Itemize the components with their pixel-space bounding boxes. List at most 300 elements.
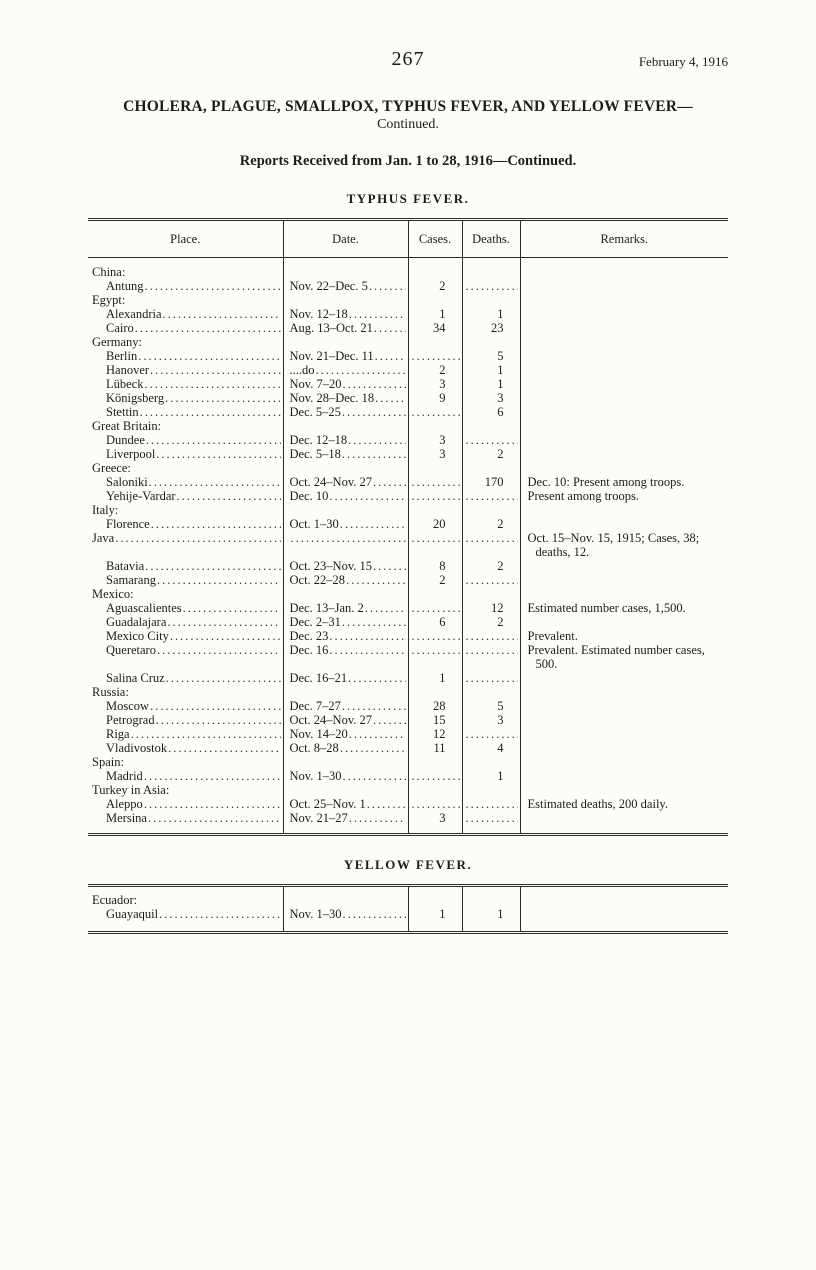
cases-cell: [408, 293, 462, 307]
deaths-cell: [462, 349, 520, 363]
cell-text: Liverpool: [106, 447, 156, 461]
cell-text: Oct. 24–Nov. 27: [289, 475, 373, 489]
cell-text: Estimated number cases, 1,500.: [527, 601, 686, 615]
remarks-cell: [520, 699, 728, 713]
remarks-cell: [520, 783, 728, 797]
cell-text: Mexico City: [106, 629, 169, 643]
cell-text: 1: [439, 671, 446, 685]
country-group-row: [88, 419, 728, 433]
cell-text: Nov. 22–Dec. 5: [289, 279, 368, 293]
place-cell: [88, 391, 283, 405]
place-data-row: [88, 769, 728, 783]
place-cell: [88, 503, 283, 517]
date-cell: [283, 671, 408, 685]
deaths-cell: [462, 685, 520, 699]
remarks-cell: [520, 503, 728, 517]
deaths-cell: [462, 321, 520, 335]
cell-text: Oct. 15–Nov. 15, 1915; Cases, 38; deaths, 12.: [527, 531, 700, 559]
place-cell: [88, 447, 283, 461]
cell-text: Great Britain:: [92, 419, 162, 433]
place-cell: [88, 475, 283, 489]
place-cell: [88, 258, 283, 280]
cases-cell: [408, 517, 462, 531]
deaths-cell: [462, 363, 520, 377]
cases-cell: [408, 755, 462, 769]
cases-cell: [408, 769, 462, 783]
cases-cell: [408, 475, 462, 489]
date-cell: [283, 797, 408, 811]
cases-cell: [408, 258, 462, 280]
cases-cell: [408, 797, 462, 811]
deaths-cell: [462, 279, 520, 293]
deaths-cell: [462, 769, 520, 783]
deaths-cell: [462, 419, 520, 433]
country-group-row: [88, 685, 728, 699]
date-cell: [283, 419, 408, 433]
place-cell: [88, 797, 283, 811]
deaths-cell: [462, 907, 520, 933]
remarks-cell: [520, 811, 728, 835]
date-cell: [283, 559, 408, 573]
deaths-cell: [462, 587, 520, 601]
place-cell: [88, 685, 283, 699]
cases-cell: [408, 447, 462, 461]
date-cell: [283, 727, 408, 741]
cell-text: Russia:: [92, 685, 129, 699]
cell-text: Dec. 5–25: [289, 405, 341, 419]
cell-text: Estimated deaths, 200 daily.: [527, 797, 668, 811]
place-cell: [88, 886, 283, 908]
deaths-cell: [462, 811, 520, 835]
country-group-row: [88, 783, 728, 797]
remarks-cell: [520, 741, 728, 755]
cell-text: Dec. 13–Jan. 2: [289, 601, 364, 615]
remarks-cell: [520, 335, 728, 349]
date-cell: [283, 531, 408, 559]
cell-text: 2: [497, 615, 504, 629]
column-header-place: Place.: [88, 220, 283, 258]
cell-text: 2: [497, 517, 504, 531]
place-data-row: [88, 307, 728, 321]
cell-text: 23: [491, 321, 504, 335]
cases-cell: [408, 531, 462, 559]
remarks-cell: [520, 643, 728, 671]
place-cell: [88, 741, 283, 755]
date-cell: [283, 601, 408, 615]
document-title: CHOLERA, PLAGUE, SMALLPOX, TYPHUS FEVER, AND YELLOW FEVER—: [123, 98, 693, 115]
remarks-cell: [520, 349, 728, 363]
cell-text: Guadalajara: [106, 615, 167, 629]
cell-text: 3: [439, 377, 446, 391]
remarks-cell: [520, 601, 728, 615]
place-cell: [88, 517, 283, 531]
place-data-row: [88, 377, 728, 391]
deaths-cell: [462, 517, 520, 531]
cases-cell: [408, 503, 462, 517]
cases-cell: [408, 587, 462, 601]
deaths-cell: [462, 489, 520, 503]
cases-cell: [408, 685, 462, 699]
cell-text: Königsberg: [106, 391, 165, 405]
remarks-cell: [520, 377, 728, 391]
date-cell: [283, 461, 408, 475]
remarks-cell: [520, 279, 728, 293]
cell-text: Oct. 8–28: [289, 741, 339, 755]
deaths-cell: [462, 335, 520, 349]
place-data-row: [88, 405, 728, 419]
remarks-cell: [520, 391, 728, 405]
cell-text: 170: [484, 475, 504, 489]
place-cell: [88, 587, 283, 601]
date-cell: [283, 615, 408, 629]
place-data-row: [88, 559, 728, 573]
cell-text: Samarang: [106, 573, 156, 587]
cell-text: Mexico:: [92, 587, 134, 601]
cell-text: 1: [497, 377, 504, 391]
cell-text: Stettin: [106, 405, 139, 419]
page-header: [88, 48, 728, 74]
cases-cell: [408, 713, 462, 727]
cell-text: 5: [497, 349, 504, 363]
deaths-cell: [462, 783, 520, 797]
cell-text: Ecuador:: [92, 893, 138, 907]
place-data-row: [88, 671, 728, 685]
cell-text: Prevalent. Estimated number cases, 500.: [527, 643, 705, 671]
date-cell: [283, 755, 408, 769]
deaths-cell: [462, 615, 520, 629]
cell-text: Dundee: [106, 433, 145, 447]
cases-cell: [408, 419, 462, 433]
cell-text: Dec. 23: [289, 629, 329, 643]
date-cell: [283, 363, 408, 377]
cell-text: Nov. 1–30: [289, 907, 342, 921]
cell-text: Dec. 10: [289, 489, 329, 503]
place-data-row: [88, 531, 728, 559]
date-cell: [283, 489, 408, 503]
cases-cell: [408, 643, 462, 671]
deaths-cell: [462, 886, 520, 908]
cell-text: Petrograd: [106, 713, 155, 727]
cell-text: Lübeck: [106, 377, 144, 391]
deaths-cell: [462, 307, 520, 321]
cell-text: Aguascalientes: [106, 601, 182, 615]
cases-cell: [408, 559, 462, 573]
cell-text: Saloniki: [106, 475, 148, 489]
cell-text: 8: [439, 559, 446, 573]
cell-text: ....do: [289, 363, 315, 377]
date-cell: [283, 685, 408, 699]
place-cell: [88, 307, 283, 321]
cell-text: Nov. 21–27: [289, 811, 348, 825]
place-data-row: [88, 699, 728, 713]
cell-text: 34: [433, 321, 446, 335]
cell-text: Dec. 12–18: [289, 433, 348, 447]
remarks-cell: [520, 587, 728, 601]
deaths-cell: [462, 531, 520, 559]
place-cell: [88, 601, 283, 615]
cell-text: Berlin: [106, 349, 138, 363]
place-cell: [88, 713, 283, 727]
cell-text: 1: [497, 769, 504, 783]
cell-text: Egypt:: [92, 293, 126, 307]
cell-text: Cairo: [106, 321, 134, 335]
cases-cell: [408, 699, 462, 713]
place-data-row: [88, 433, 728, 447]
cell-text: Moscow: [106, 699, 150, 713]
cell-text: 4: [497, 741, 504, 755]
cases-cell: [408, 335, 462, 349]
yellow-fever-table: [88, 884, 728, 934]
place-data-row: [88, 321, 728, 335]
cell-text: 15: [433, 713, 446, 727]
cell-text: 3: [497, 713, 504, 727]
cell-text: Guayaquil: [106, 907, 159, 921]
place-data-row: [88, 363, 728, 377]
place-data-row: [88, 279, 728, 293]
date-cell: [283, 503, 408, 517]
place-cell: [88, 629, 283, 643]
cell-text: Batavia: [106, 559, 145, 573]
cell-text: Dec. 7–27: [289, 699, 341, 713]
date-cell: [283, 307, 408, 321]
cell-text: 1: [497, 307, 504, 321]
cell-text: Vladivostok: [106, 741, 168, 755]
cell-text: 12: [433, 727, 446, 741]
typhus-fever-table: [88, 218, 728, 836]
cell-text: Prevalent.: [527, 629, 578, 643]
place-cell: [88, 349, 283, 363]
typhus-section-heading: TYPHUS FEVER.: [346, 191, 470, 206]
deaths-cell: [462, 741, 520, 755]
cell-text: 2: [497, 447, 504, 461]
cell-text: 6: [439, 615, 446, 629]
country-group-row: [88, 755, 728, 769]
date-cell: [283, 335, 408, 349]
remarks-cell: [520, 629, 728, 643]
remarks-cell: [520, 559, 728, 573]
date-cell: [283, 405, 408, 419]
place-data-row: [88, 727, 728, 741]
column-header-deaths: Deaths.: [462, 220, 520, 258]
cases-cell: [408, 811, 462, 835]
date-cell: [283, 587, 408, 601]
cell-text: Salina Cruz: [106, 671, 165, 685]
cell-text: 1: [439, 307, 446, 321]
date-cell: [283, 713, 408, 727]
place-data-row: [88, 811, 728, 835]
place-data-row: [88, 517, 728, 531]
cell-text: 1: [497, 907, 504, 921]
date-cell: [283, 629, 408, 643]
deaths-cell: [462, 671, 520, 685]
remarks-cell: [520, 447, 728, 461]
cell-text: 3: [497, 391, 504, 405]
cell-text: Hanover: [106, 363, 150, 377]
cell-text: 9: [439, 391, 446, 405]
cell-text: Present among troops.: [527, 489, 639, 503]
country-group-row: [88, 335, 728, 349]
cell-text: 12: [491, 601, 504, 615]
cell-text: Yehije-Vardar: [106, 489, 176, 503]
cases-cell: [408, 783, 462, 797]
cell-text: Nov. 14–20: [289, 727, 348, 741]
cell-text: 2: [439, 573, 446, 587]
place-data-row: [88, 391, 728, 405]
place-cell: [88, 461, 283, 475]
place-data-row: [88, 349, 728, 363]
remarks-cell: [520, 713, 728, 727]
deaths-cell: [462, 447, 520, 461]
cell-text: 1: [497, 363, 504, 377]
date-cell: [283, 321, 408, 335]
cell-text: 11: [433, 741, 446, 755]
cell-text: 3: [439, 447, 446, 461]
place-cell: [88, 811, 283, 835]
cell-text: 5: [497, 699, 504, 713]
place-cell: [88, 531, 283, 559]
cases-cell: [408, 405, 462, 419]
date-cell: [283, 293, 408, 307]
typhus-table-header-row: [88, 220, 728, 258]
page-number: 267: [391, 48, 425, 70]
cases-cell: [408, 601, 462, 615]
cell-text: Oct. 1–30: [289, 517, 339, 531]
place-cell: [88, 433, 283, 447]
cases-cell: [408, 307, 462, 321]
remarks-cell: [520, 307, 728, 321]
date-cell: [283, 783, 408, 797]
deaths-cell: [462, 503, 520, 517]
cell-text: Antung: [106, 279, 144, 293]
deaths-cell: [462, 755, 520, 769]
cases-cell: [408, 573, 462, 587]
place-cell: [88, 769, 283, 783]
cell-text: Nov. 12–18: [289, 307, 348, 321]
place-cell: [88, 321, 283, 335]
remarks-cell: [520, 755, 728, 769]
place-cell: [88, 405, 283, 419]
cell-text: Oct. 22–28: [289, 573, 346, 587]
cell-text: Riga: [106, 727, 130, 741]
place-cell: [88, 489, 283, 503]
cases-cell: [408, 727, 462, 741]
cell-text: Oct. 24–Nov. 27: [289, 713, 373, 727]
cases-cell: [408, 489, 462, 503]
date-cell: [283, 447, 408, 461]
cell-text: Oct. 23–Nov. 15: [289, 559, 373, 573]
remarks-cell: [520, 797, 728, 811]
deaths-cell: [462, 699, 520, 713]
place-cell: [88, 293, 283, 307]
cell-text: Alexandria: [106, 307, 162, 321]
remarks-cell: [520, 886, 728, 908]
cell-text: Dec. 2–31: [289, 615, 341, 629]
typhus-table-body: [88, 258, 728, 835]
date-cell: [283, 769, 408, 783]
remarks-cell: [520, 573, 728, 587]
cases-cell: [408, 741, 462, 755]
cell-text: Dec. 16: [289, 643, 329, 657]
date-cell: [283, 279, 408, 293]
cell-text: 6: [497, 405, 504, 419]
column-header-remarks: Remarks.: [520, 220, 728, 258]
deaths-cell: [462, 643, 520, 671]
cell-text: Dec. 10: Present among troops.: [527, 475, 685, 489]
cell-text: Dec. 16–21: [289, 671, 348, 685]
place-cell: [88, 279, 283, 293]
cell-text: Turkey in Asia:: [92, 783, 170, 797]
cell-text: Nov. 21–Dec. 11: [289, 349, 374, 363]
place-data-row: [88, 573, 728, 587]
place-cell: [88, 377, 283, 391]
remarks-cell: [520, 475, 728, 489]
cell-text: Germany:: [92, 335, 142, 349]
remarks-cell: [520, 321, 728, 335]
deaths-cell: [462, 433, 520, 447]
country-group-row: [88, 461, 728, 475]
place-data-row: [88, 489, 728, 503]
cases-cell: [408, 671, 462, 685]
date-cell: [283, 886, 408, 908]
remarks-cell: [520, 293, 728, 307]
cell-text: Queretaro: [106, 643, 156, 657]
cell-text: 2: [439, 279, 446, 293]
cases-cell: [408, 615, 462, 629]
place-cell: [88, 419, 283, 433]
place-cell: [88, 699, 283, 713]
place-cell: [88, 615, 283, 629]
column-header-cases: Cases.: [408, 220, 462, 258]
date-cell: [283, 349, 408, 363]
country-group-row: [88, 886, 728, 908]
cases-cell: [408, 279, 462, 293]
date-cell: [283, 475, 408, 489]
cell-text: Madrid: [106, 769, 143, 783]
place-cell: [88, 559, 283, 573]
remarks-cell: [520, 489, 728, 503]
cases-cell: [408, 461, 462, 475]
deaths-cell: [462, 713, 520, 727]
place-cell: [88, 783, 283, 797]
deaths-cell: [462, 797, 520, 811]
remarks-cell: [520, 461, 728, 475]
place-cell: [88, 573, 283, 587]
cell-text: Spain:: [92, 755, 124, 769]
place-data-row: [88, 643, 728, 671]
remarks-cell: [520, 685, 728, 699]
date-cell: [283, 811, 408, 835]
cell-text: 2: [497, 559, 504, 573]
country-group-row: [88, 587, 728, 601]
cell-text: Dec. 5–18: [289, 447, 341, 461]
remarks-cell: [520, 433, 728, 447]
deaths-cell: [462, 629, 520, 643]
remarks-cell: [520, 258, 728, 280]
country-group-row: [88, 503, 728, 517]
deaths-cell: [462, 601, 520, 615]
remarks-cell: [520, 671, 728, 685]
cell-text: Aleppo: [106, 797, 143, 811]
place-cell: [88, 335, 283, 349]
cell-text: 2: [439, 363, 446, 377]
remarks-cell: [520, 531, 728, 559]
date-cell: [283, 573, 408, 587]
cell-text: Aug. 13–Oct. 21: [289, 321, 373, 335]
issue-date: February 4, 1916: [638, 54, 728, 69]
date-cell: [283, 391, 408, 405]
deaths-cell: [462, 727, 520, 741]
deaths-cell: [462, 461, 520, 475]
